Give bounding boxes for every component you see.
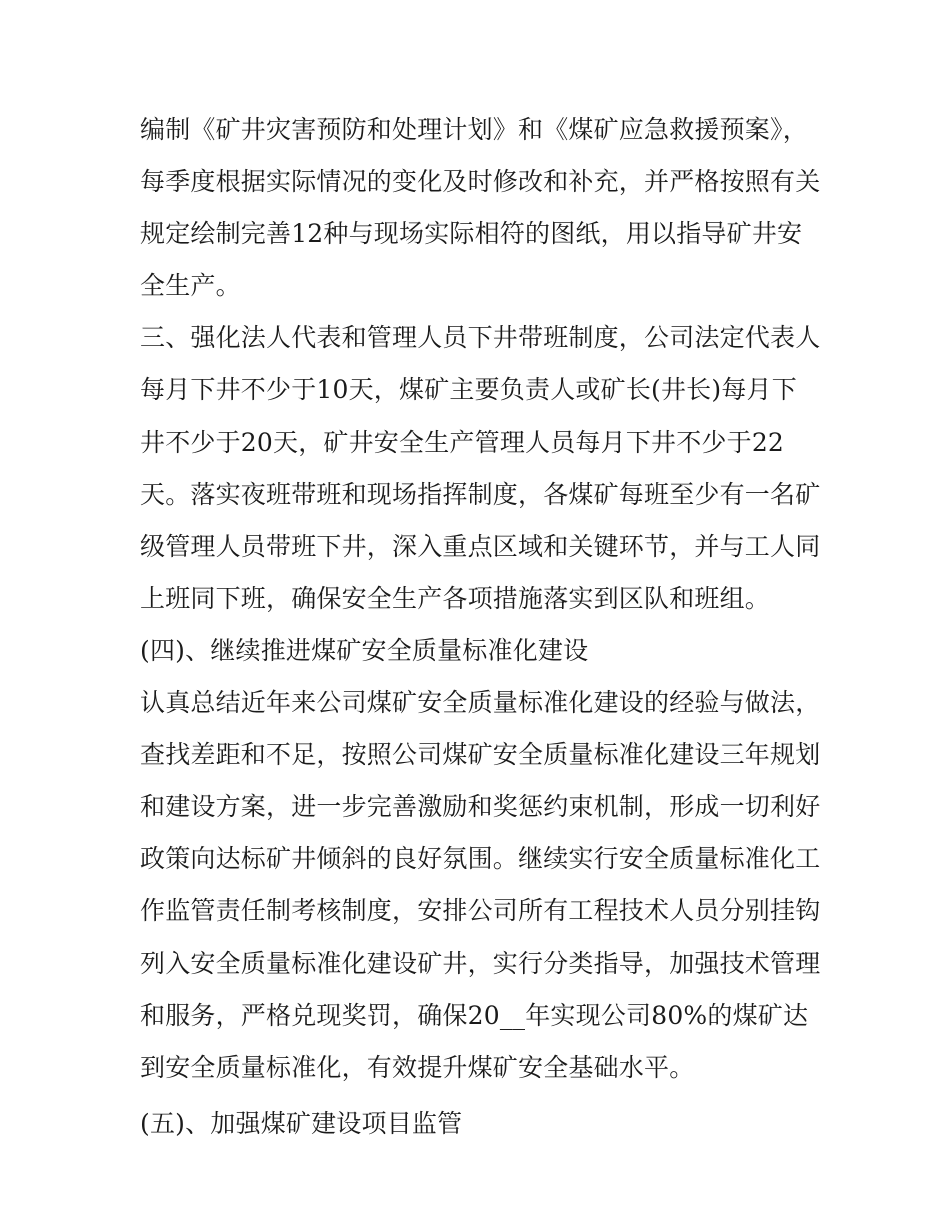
text-line: 编制《矿井灾害预防和处理计划》和《煤矿应急救援预案》，: [140, 115, 808, 144]
text-line: 全生产。: [140, 271, 241, 301]
section-heading: (四)、继续推进煤矿安全质量标准化建设: [140, 635, 589, 665]
text-line: 和建设方案，进一步完善激励和奖惩约束机制，形成一切利好: [140, 792, 821, 822]
text-line: 到安全质量标准化，有效提升煤矿安全基础水平。: [140, 1052, 695, 1082]
text-line: 级管理人员带班下井，深入重点区域和关键环节，并与工人同: [140, 531, 821, 561]
text-line: 井不少于20天，矿井安全生产管理人员每月下井不少于22: [140, 427, 785, 457]
text-line: 规定绘制完善12种与现场实际相符的图纸，用以指导矿井安: [140, 219, 803, 249]
text-line: 和服务，严格兑现奖罚，确保20__年实现公司80%的煤矿达: [140, 1000, 809, 1030]
text-line: 列入安全质量标准化建设矿井，实行分类指导，加强技术管理: [140, 948, 821, 978]
document-body: [140, 104, 820, 1150]
text-line: 上班同下班，确保安全生产各项措施落实到区队和班组。: [140, 583, 771, 613]
text-line: 每季度根据实际情况的变化及时修改和补充，并严格按照有关: [140, 167, 821, 197]
text-line: 天。落实夜班带班和现场指挥制度，各煤矿每班至少有一名矿: [140, 479, 821, 509]
section-heading-line: 三、强化法人代表和管理人员下井带班制度，公司法定代表人: [140, 323, 821, 353]
section-heading: (五)、加强煤矿建设项目监管: [140, 1108, 463, 1138]
text-line: 认真总结近年来公司煤矿安全质量标准化建设的经验与做法，: [140, 688, 821, 718]
text-line: 查找差距和不足，按照公司煤矿安全质量标准化建设三年规划: [140, 740, 821, 770]
text-line: 政策向达标矿井倾斜的良好氛围。继续实行安全质量标准化工: [140, 844, 821, 874]
text-line: 作监管责任制考核制度，安排公司所有工程技术人员分别挂钩: [140, 896, 821, 926]
text-line: 每月下井不少于10天，煤矿主要负责人或矿长(井长)每月下: [140, 375, 797, 405]
